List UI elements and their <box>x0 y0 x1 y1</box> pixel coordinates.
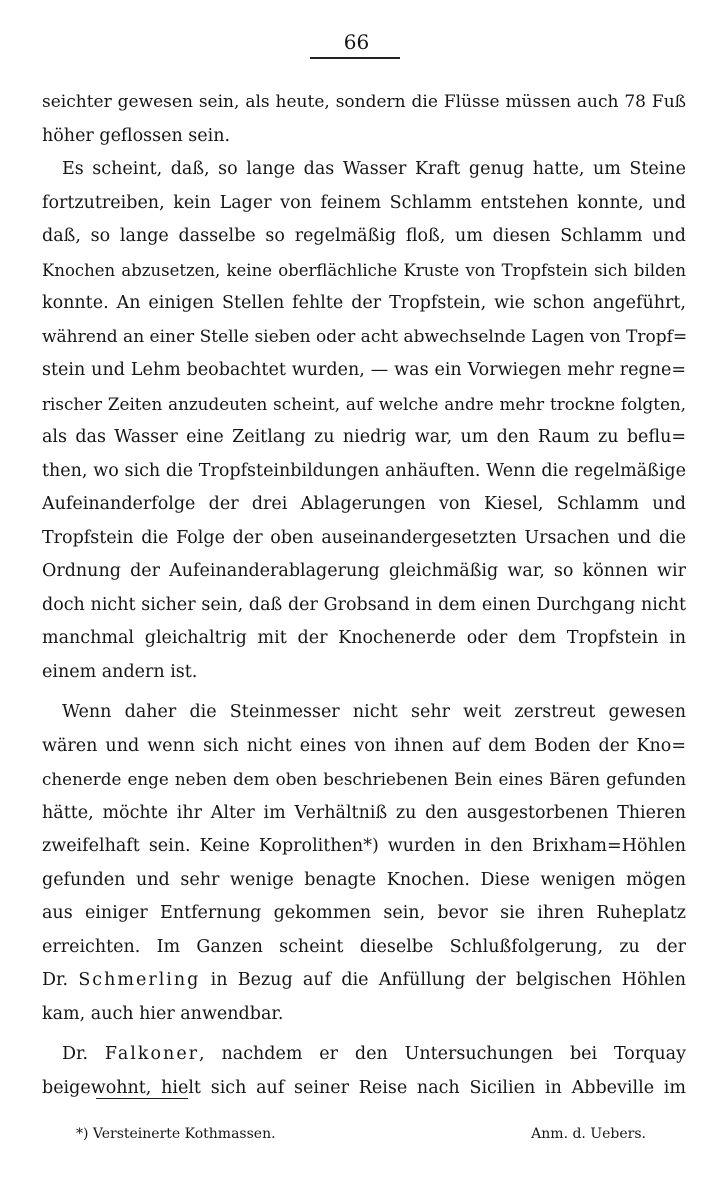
text-line: chenerde enge neben dem oben beschriebenen Bein eines Bären gefunden <box>42 769 686 789</box>
text-line: als das Wasser eine Zeitlang zu niedrig war, um den Raum zu beflu= <box>42 427 686 447</box>
text-line <box>42 964 686 998</box>
body-text <box>42 86 686 1105</box>
text-line: höher geflossen sein. <box>42 125 231 146</box>
text-fragment: Dr. <box>62 1044 105 1064</box>
footnote-text: *) Versteinerte Kothmassen. <box>76 1126 276 1142</box>
text-fragment: Dr. <box>42 970 79 990</box>
page-header <box>0 30 713 54</box>
text-line: während an einer Stelle sieben oder acht abwechselnde Lagen von Tropf= <box>42 326 688 347</box>
text-line: fortzutreiben, kein Lager von feinem Schlamm entstehen konnte, und <box>42 192 686 213</box>
text-line: erreichten. Im Ganzen scheint dieselbe Schlußfolgerung, zu der <box>42 936 686 957</box>
text-line: Ordnung der Aufeinanderablagerung gleichmäßig war, so können wir <box>42 561 686 581</box>
text-line: Knochen abzusetzen, keine oberflächliche Kruste von Tropfstein sich bilden <box>42 260 686 280</box>
text-line: manchmal gleichaltrig mit der Knochenerde oder dem Tropfstein in <box>42 628 686 648</box>
text-line: aus einiger Entfernung gekommen sein, bevor sie ihren Ruheplatz <box>42 903 686 923</box>
text-line: Es scheint, daß, so lange das Wasser Kraft genug hatte, um Steine <box>62 159 686 179</box>
text-line: doch nicht sicher sein, daß der Grobsand in dem einen Durchgang nicht <box>42 594 686 615</box>
header-rule <box>310 57 400 59</box>
text-line: beigewohnt, hielt sich auf seiner Reise nach Sicilien in Abbeville im <box>42 1077 686 1098</box>
text-line: rischer Zeiten anzudeuten scheint, auf welche andre mehr trockne folgten, <box>42 393 686 414</box>
text-line: then, wo sich die Tropfsteinbildungen anhäuften. Wenn die regelmäßige <box>42 460 686 481</box>
text-fragment: in Bezug auf die Anfüllung der belgischen Höhlen <box>200 970 687 990</box>
person-name-schmerling: Schmerling <box>78 970 201 990</box>
text-line: hätte, möchte ihr Alter im Verhältniß zu den ausgestorbenen Thieren <box>42 802 686 823</box>
text-line: daß, so lange dasselbe so regelmäßig floß, um diesen Schlamm und <box>42 226 686 246</box>
text-line: stein und Lehm beobachtet wurden, — was ein Vorwiegen mehr regne= <box>42 360 686 380</box>
footnote-rule <box>96 1098 188 1099</box>
paragraph-gap <box>42 1031 686 1038</box>
text-line: seichter gewesen sein, als heute, sondern die Flüsse müssen auch 78 Fuß <box>42 92 686 112</box>
person-name-falkoner: Falkoner <box>104 1044 200 1064</box>
text-line: Aufeinanderfolge der drei Ablagerungen von Kiesel, Schlamm und <box>42 494 686 514</box>
text-fragment: , nachdem er den Untersuchungen bei Torquay <box>199 1044 686 1064</box>
paragraph-gap <box>42 689 686 696</box>
text-line <box>42 1038 686 1072</box>
text-line: kam, auch hier anwendbar. <box>42 1003 284 1024</box>
text-line: wären und wenn sich nicht eines von ihnen auf dem Boden der Kno= <box>42 735 686 756</box>
text-line: gefunden und sehr wenige benagte Knochen. Diese wenigen mögen <box>42 869 686 890</box>
text-line: zweifelhaft sein. Keine Koprolithen*) wurden in den Brixham=Höhlen <box>42 836 686 856</box>
page-number: 66 <box>343 30 370 54</box>
translator-note: Anm. d. Uebers. <box>531 1126 646 1142</box>
text-line: einem andern ist. <box>42 661 198 682</box>
text-line: konnte. An einigen Stellen fehlte der Tropfstein, wie schon angeführt, <box>42 293 686 313</box>
text-line: Wenn daher die Steinmesser nicht sehr weit zerstreut gewesen <box>62 702 686 722</box>
text-line: Tropfstein die Folge der oben auseinandergesetzten Ursachen und die <box>42 527 686 548</box>
